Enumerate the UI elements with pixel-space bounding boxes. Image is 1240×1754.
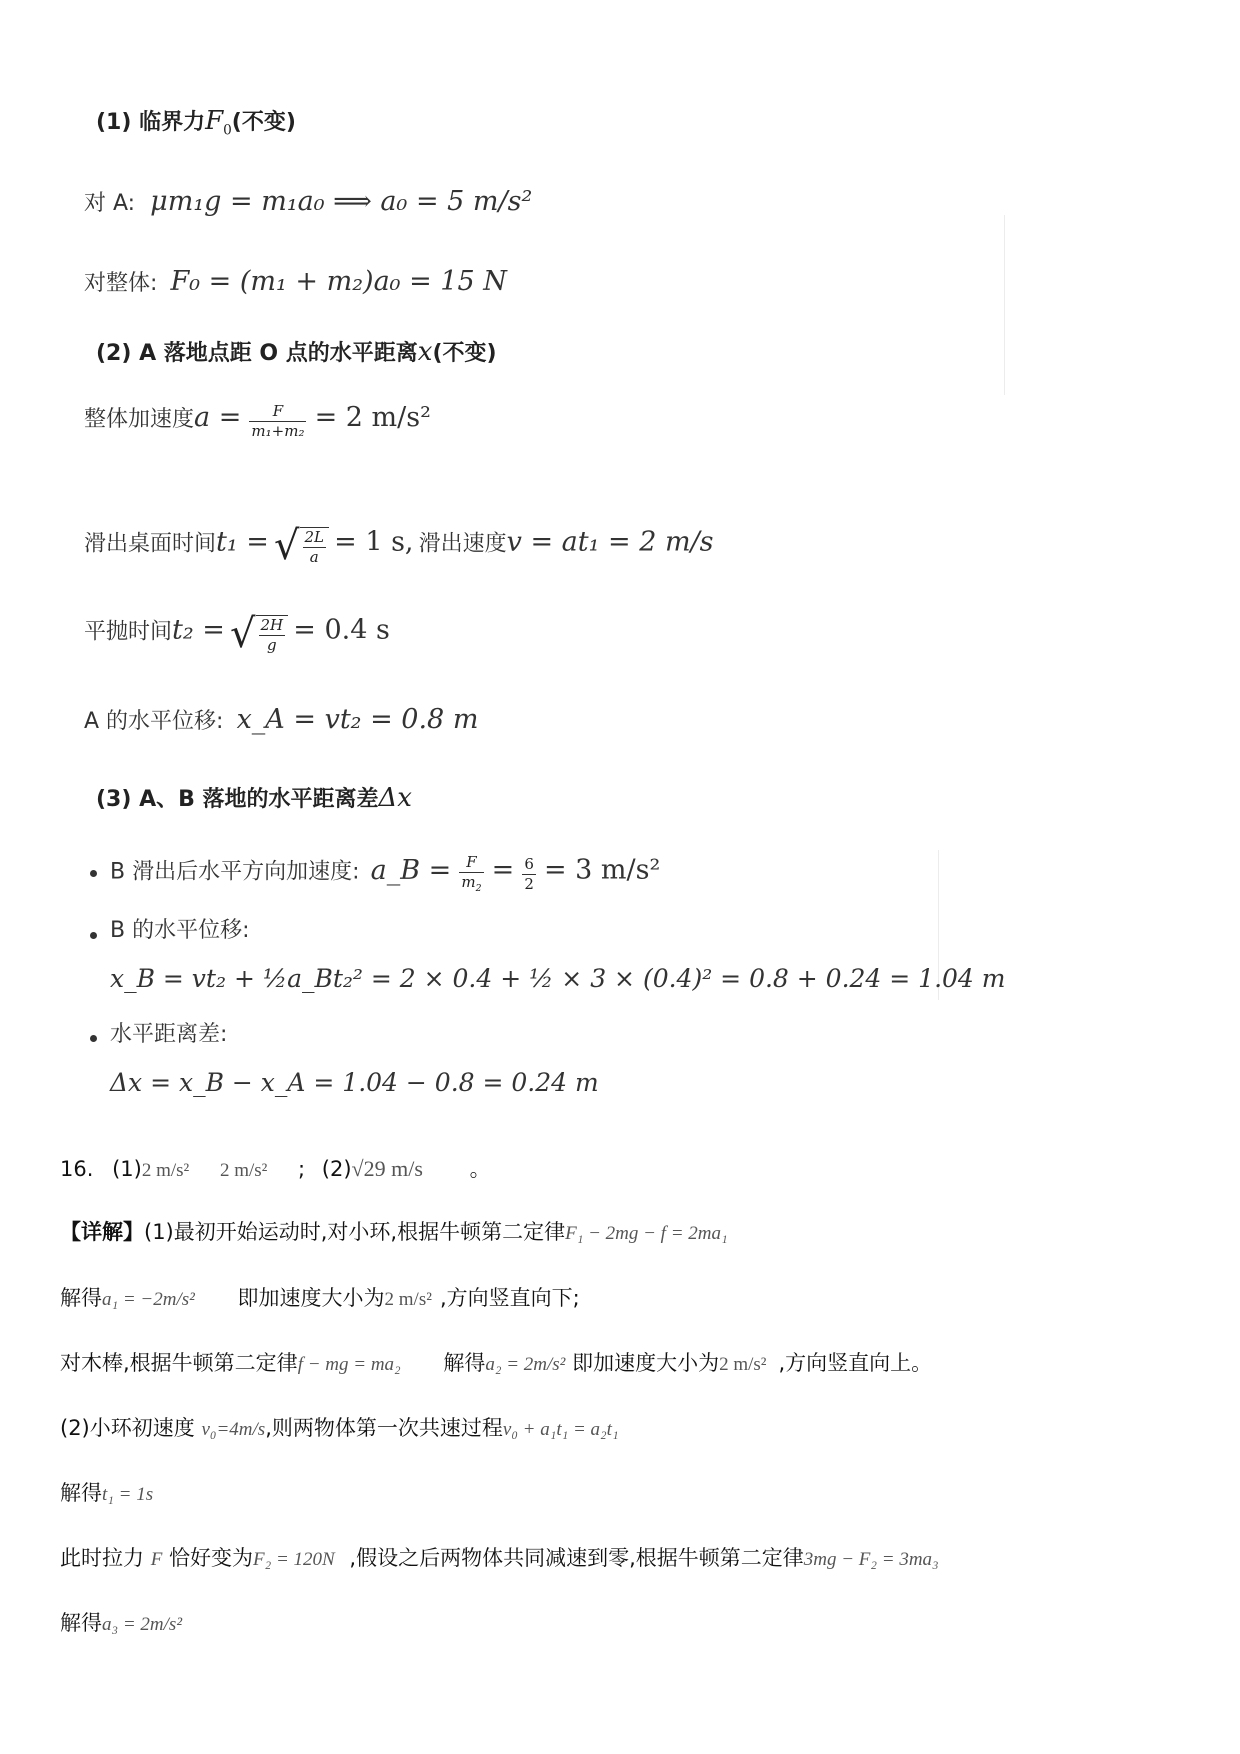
heading-sub: 0: [223, 122, 232, 139]
section1-line2: [84, 268, 507, 295]
heading-tail: (不变): [432, 341, 497, 366]
fraction: $\frac{F}{m_2}$: [461, 853, 482, 894]
detail-p4: [60, 1418, 619, 1439]
period: 。: [469, 1157, 491, 1181]
heading-var: Δx: [378, 783, 412, 813]
detail-p2: [60, 1288, 580, 1309]
heading-text: (1) 临界力: [96, 110, 206, 135]
section2-line2: [84, 523, 714, 569]
answer-part: (2): [321, 1157, 352, 1181]
sqrt-symbol: √ $\frac{2L}{a}$: [274, 526, 329, 566]
answer-part: (1): [112, 1157, 142, 1181]
equation-rhs: = 2 m/s²: [314, 402, 431, 433]
eq-label: 对整体:: [84, 271, 158, 296]
inline-equation: a₁ = −2m/s²: [102, 1289, 195, 1310]
section3-heading: [96, 785, 412, 811]
inline-equation: F₂ = 120N: [252, 1549, 335, 1570]
section3-bullet2-eq: x_B = vt₂ + ½a_Bt₂² = 2 × 0.4 + ½ × 3 × (0.4)² = 0.8 + 0.24 = 1.04 m: [110, 964, 1006, 993]
paragraph-text: 此时拉力: [60, 1546, 144, 1570]
fraction: $\frac{2H}{g}$: [260, 616, 284, 654]
section3-bullet3-eq: Δx = x_B − x_A = 1.04 − 0.8 = 0.24 m: [110, 1068, 599, 1097]
heading-text: (3) A、B 落地的水平距离差: [96, 787, 379, 812]
fraction-numerator: F: [249, 404, 306, 422]
detail-tag: 【详解】: [60, 1220, 144, 1244]
paragraph-text: ,则两物体第一次共速过程: [265, 1416, 503, 1440]
question-number: 16.: [60, 1157, 94, 1181]
paragraph-text: 即加速度大小为: [572, 1351, 720, 1375]
paragraph-text: 对木棒,根据牛顿第二定律: [60, 1351, 298, 1375]
paragraph-text: (2)小环初速度: [60, 1416, 195, 1440]
eq-label: B 滑出后水平方向加速度:: [110, 859, 360, 885]
equation: x_A = vt₂ = 0.8 m: [236, 704, 479, 735]
inline-var: F: [150, 1549, 163, 1570]
paragraph-text: 解得: [60, 1286, 102, 1310]
equation-rhs: = 1 s,: [334, 526, 414, 558]
detail-p6: [60, 1548, 939, 1569]
equation: v = at₁ = 2 m/s: [506, 526, 714, 558]
paragraph-text: 解得: [60, 1611, 102, 1635]
inline-equation: a₃ = 2m/s²: [102, 1614, 183, 1635]
equation-lhs: a =: [194, 402, 242, 433]
inline-value: 2 m/s²: [719, 1354, 767, 1375]
section2-line3: [84, 611, 390, 657]
fraction: $\frac{6}{2}$: [524, 854, 534, 893]
section3-bullet1: B 滑出后水平方向加速度: a_B = $\frac{F}{m_2}$ = $\frac{6}{2}$ = 3 m/s²: [110, 853, 661, 894]
eq-label: 滑出速度: [418, 531, 507, 557]
detail-p5: [60, 1483, 153, 1504]
equation-lhs: a_B =: [370, 854, 452, 886]
inline-equation: v₀=4m/s: [201, 1419, 266, 1440]
paragraph-text: 恰好变为: [168, 1546, 253, 1570]
section3-bullet2-label: B 的水平位移:: [110, 918, 250, 943]
fraction: [249, 404, 306, 439]
bullet-dot: [90, 1035, 97, 1042]
section1-heading: [96, 108, 296, 138]
inline-equation: v₀ + a₁t₁ = a₂t₁: [502, 1419, 619, 1440]
heading-text: (2) A 落地点距 O 点的水平距离: [96, 341, 418, 366]
eq-label: A 的水平位移:: [84, 709, 224, 734]
inline-equation: F₁ − 2mg − f = 2ma₁: [565, 1223, 728, 1244]
inline-equation: 3mg − F₂ = 3ma₃: [803, 1549, 939, 1570]
detail-p3: [60, 1353, 932, 1374]
q16-answer-line: [60, 1158, 491, 1180]
eq-label: 平抛时间: [84, 619, 173, 645]
bullet-dot: [90, 932, 97, 939]
detail-p7: [60, 1613, 182, 1634]
section2-heading: [96, 339, 497, 365]
answer-value: 2 m/s²: [219, 1160, 268, 1181]
eq-label: 对 A:: [84, 191, 136, 216]
answer-value: 2 m/s²: [141, 1160, 190, 1181]
sqrt-symbol: √ $\frac{2H}{g}$: [230, 614, 288, 654]
section3-bullet3-label: 水平距离差:: [110, 1022, 228, 1047]
paragraph-text: 解得: [60, 1481, 102, 1505]
section2-line4: [84, 706, 478, 733]
eq-label: 滑出桌面时间: [84, 531, 217, 557]
scan-edge-line: [1004, 215, 1005, 395]
section1-line1: [84, 188, 532, 215]
separator: ;: [298, 1157, 306, 1181]
section2-line1: [84, 404, 431, 439]
answer-value: √29 m/s: [351, 1156, 423, 1181]
fraction-denominator: m₁+m₂: [251, 422, 305, 440]
paragraph-text: (1)最初开始运动时,对小环,根据牛顿第二定律: [144, 1220, 566, 1244]
heading-var: F: [205, 106, 224, 136]
paragraph-text: ,假设之后两物体共同减速到零,根据牛顿第二定律: [349, 1546, 804, 1570]
equation-lhs: t₁ =: [216, 526, 269, 558]
paragraph-text: 解得: [443, 1351, 486, 1375]
paragraph-text: 即加速度大小为: [237, 1286, 385, 1310]
inline-equation: f − mg = ma₂: [297, 1354, 401, 1375]
heading-var: x: [417, 337, 433, 367]
inline-equation: t₁ = 1s: [102, 1484, 154, 1505]
equation-rhs: = 0.4 s: [293, 614, 390, 646]
detail-p1: [60, 1222, 728, 1243]
eq-label: 整体加速度: [84, 407, 195, 432]
paragraph-text: ,方向竖直向上。: [778, 1351, 933, 1375]
equation-lhs: t₂ =: [172, 614, 225, 646]
inline-equation: a₂ = 2m/s²: [485, 1354, 566, 1375]
inline-value: 2 m/s²: [384, 1289, 432, 1310]
fraction: $\frac{2L}{a}$: [304, 528, 325, 566]
bullet-dot: [90, 870, 97, 877]
heading-tail: (不变): [231, 110, 296, 135]
equation: μm₁g = m₁a₀ ⟹ a₀ = 5 m/s²: [150, 186, 533, 217]
paragraph-text: ,方向竖直向下;: [439, 1286, 580, 1310]
equation: F₀ = (m₁ + m₂)a₀ = 15 N: [170, 266, 507, 297]
equation-rhs: = 3 m/s²: [543, 854, 661, 886]
